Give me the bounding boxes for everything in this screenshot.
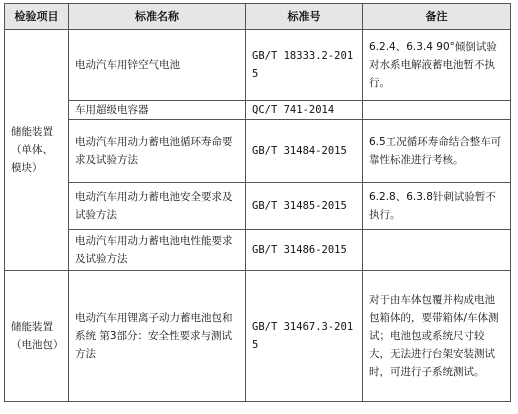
remarks-cell: 6.2.8、6.3.8针刺试验暂不执行。 <box>363 183 511 230</box>
header-inspection-item: 检验项目 <box>5 4 69 30</box>
remarks-cell <box>363 101 511 120</box>
standard-name-cell: 电动汽车用动力蓄电池安全要求及试验方法 <box>69 183 246 230</box>
standard-number-cell: QC/T 741-2014 <box>246 101 363 120</box>
table-row <box>5 30 511 101</box>
standard-number-cell: GB/T 31486-2015 <box>246 230 363 271</box>
standards-table <box>4 3 511 402</box>
header-remarks: 备注 <box>363 4 511 30</box>
remarks-cell <box>363 230 511 271</box>
standard-number-cell: GB/T 31485-2015 <box>246 183 363 230</box>
remarks-cell: 6.2.4、6.3.4 90°倾倒试验对水系电解液蓄电池暂不执行。 <box>363 30 511 101</box>
table-row <box>5 271 511 402</box>
inspection-item-cell: 储能装置（电池包） <box>5 271 69 402</box>
inspection-item-cell: 储能装置（单体、模块） <box>5 30 69 271</box>
header-standard-name: 标准名称 <box>69 4 246 30</box>
remarks-cell: 6.5工况循环寿命结合整车可靠性标准进行考核。 <box>363 120 511 183</box>
remarks-cell: 对于由车体包覆并构成电池包箱体的，要带箱体/车体测试；电池包或系统尺寸较大，无法进行台架安装测试时，可进行子系统测试。 <box>363 271 511 402</box>
standard-number-cell: GB/T 18333.2-2015 <box>246 30 363 101</box>
standard-number-cell: GB/T 31467.3-2015 <box>246 271 363 402</box>
standard-name-cell: 电动汽车用锌空气电池 <box>69 30 246 101</box>
standard-name-cell: 电动汽车用动力蓄电池循环寿命要求及试验方法 <box>69 120 246 183</box>
standard-name-cell: 电动汽车用动力蓄电池电性能要求及试验方法 <box>69 230 246 271</box>
table-row <box>5 230 511 271</box>
standard-number-cell: GB/T 31484-2015 <box>246 120 363 183</box>
table-row <box>5 101 511 120</box>
standard-name-cell: 电动汽车用锂离子动力蓄电池包和系统 第3部分：安全性要求与测试方法 <box>69 271 246 402</box>
standard-name-cell: 车用超级电容器 <box>69 101 246 120</box>
table-row <box>5 183 511 230</box>
table-row <box>5 120 511 183</box>
table-header-row <box>5 4 511 30</box>
header-standard-number: 标准号 <box>246 4 363 30</box>
